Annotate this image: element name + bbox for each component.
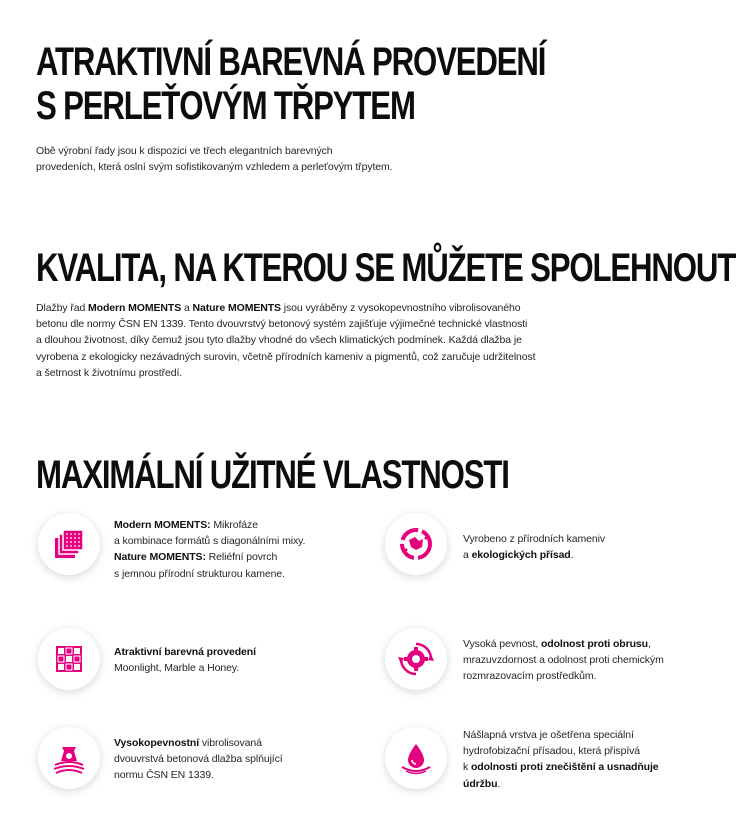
feature-text-strength [114,735,283,784]
text-line: Nature MOMENTS: Reliéfní povrch [114,551,278,564]
feature-text-hydrophobic [463,727,659,792]
recycle-icon [397,525,435,563]
text-line: hydrofobizační přísadou, která přispívá [463,745,641,758]
text-line: Vyrobeno z přírodních kameniv [463,533,606,545]
text-line: a ekologických přísad. [463,549,574,562]
heading-line: KVALITA, NA KTEROU SE MŮŽETE SPOLEHNOUT [36,246,736,290]
water-drop-icon [397,739,435,777]
feature-text-colors [114,644,256,676]
heading-properties [36,453,509,497]
heading-line: S PERLEŤOVÝM TŘPYTEM [36,84,415,128]
feature-icon-circle [38,628,100,690]
feature-icon-circle [38,513,100,575]
feature-icon-circle [38,727,100,789]
text-line: Moonlight, Marble a Honey. [114,662,240,675]
feature-text-ecology [463,531,605,563]
text-line: Vysokopevnostní vibrolisovaná [114,737,262,749]
text-line: Vysoká pevnost, odolnost proti obrusu, [463,638,651,650]
feature-icon-circle [385,628,447,690]
text-line: a kombinace formátů s diagonálními mixy. [114,535,306,548]
text-line: a dlouhou životnost, díky čemuž jsou tyto dlažby vhodné do všech klimatických podmínek. Každá dlažba je [36,334,522,347]
feature-text-durability [463,636,664,685]
text-line: rozmrazovacím prostředkům. [463,670,597,683]
weight-load-icon [50,739,88,777]
gear-cycle-icon [397,640,435,678]
feature-icon-circle [385,727,447,789]
text-line: betonu dle normy ČSN EN 1339. Tento dvouvrstvý betonový systém zajišťuje výjimečné technické vlastnosti [36,318,528,331]
paragraph-colors [36,143,393,175]
text-line: normu ČSN EN 1339. [114,769,214,782]
text-line: Modern MOMENTS: Mikrofáze [114,519,258,531]
text-line: dvouvrstvá betonová dlažba splňující [114,753,283,766]
paragraph-quality [36,300,536,381]
text-line: Nášlapná vrstva je ošetřena speciální [463,729,634,741]
text-line: údržbu. [463,777,501,790]
feature-icon-circle [385,513,447,575]
color-grid-icon [53,643,85,675]
text-line: k odolnosti proti znečištění a usnadňuje [463,761,659,774]
text-line: s jemnou přírodní strukturou kamene. [114,567,285,580]
text-line: Atraktivní barevná provedení [114,646,256,658]
heading-line: MAXIMÁLNÍ UŽITNÉ VLASTNOSTI [36,453,509,497]
text-line: mrazuvzdornost a odolnost proti chemickým [463,654,664,667]
feature-text-finish [114,517,305,582]
tiles-stack-icon [51,526,87,562]
text-line: a šetrnost k životnímu prostředí. [36,366,183,379]
heading-line: ATRAKTIVNÍ BAREVNÁ PROVEDENÍ [36,40,546,84]
heading-colors [36,40,545,128]
heading-quality [36,246,735,290]
text-line: provedeních, která oslní svým sofistikovaným vzhledem a perleťovým třpytem. [36,161,393,174]
text-line: vyrobena z ekologicky nezávadných surovin, včetně přírodních kameniv a pigmentů, což zaručuje udržitelnost [36,350,536,363]
text-line: Obě výrobní řady jsou k dispozici ve třech elegantních barevných [36,145,333,157]
text-line: Dlažby řad Modern MOMENTS a Nature MOMENTS jsou vyráběny z vysokopevnostního vibrolisovaného [36,302,521,314]
